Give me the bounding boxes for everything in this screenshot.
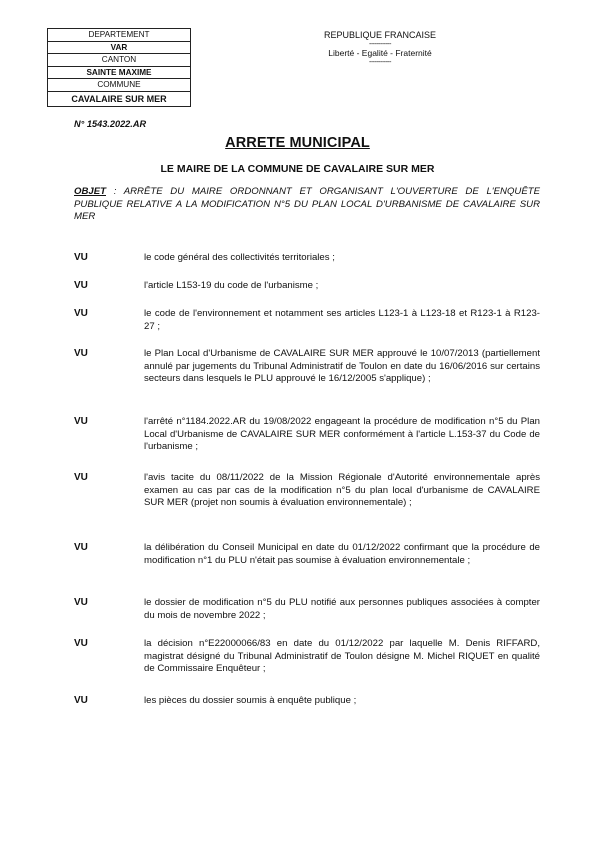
departement-label: DEPARTEMENT [48,29,190,42]
canton-value: SAINTE MAXIME [48,67,190,80]
vu-keyword: VU [74,597,88,608]
administrative-header-box [47,28,191,107]
republic-header [300,30,460,66]
vu-keyword: VU [74,472,88,483]
republic-separator-top: ------------ [369,41,391,48]
vu-keyword: VU [74,280,88,291]
republic-separator-bottom: ------------ [369,59,391,66]
vu-keyword: VU [74,308,88,319]
vu-text: le code général des collectivités territoriales ; [144,252,335,263]
objet-label: OBJET [74,186,106,197]
republic-name: REPUBLIQUE FRANCAISE [323,30,437,40]
objet-text: : ARRÊTE DU MAIRE ORDONNANT ET ORGANISANT L'OUVERTURE DE L'ENQUÊTE PUBLIQUE RELATIVE A LA MODIFICATION N°5 DU PLAN LOCAL D'URBANISME DE CAVALAIRE SUR MER [74,186,540,222]
vu-keyword: VU [74,542,88,553]
vu-text: la délibération du Conseil Municipal en date du 01/12/2022 confirmant que la procédure de modification n°1 du PLU n'était pas soumise à évaluation environnementale ; [144,542,540,566]
canton-label: CANTON [48,54,190,67]
commune-label: COMMUNE [48,79,190,92]
vu-text: les pièces du dossier soumis à enquête publique ; [144,695,357,706]
vu-text: le code de l'environnement et notamment ses articles L123-1 à L123-18 et R123-1 à R123-27 ; [144,308,540,332]
objet-paragraph [74,186,540,224]
commune-value: CAVALAIRE SUR MER [71,93,167,104]
document-title: ARRETE MUNICIPAL [225,135,370,151]
republic-motto: Liberté - Egalité - Fraternité [328,48,432,58]
vu-keyword: VU [74,416,88,427]
arrete-number: N° 1543.2022.AR [74,119,147,129]
departement-value: VAR [48,42,190,55]
vu-keyword: VU [74,252,88,263]
mayor-heading: LE MAIRE DE LA COMMUNE DE CAVALAIRE SUR MER [160,163,435,175]
vu-keyword: VU [74,348,88,359]
vu-text: l'article L153-19 du code de l'urbanisme ; [144,280,319,291]
vu-keyword: VU [74,695,88,706]
vu-text: la décision n°E22000066/83 en date du 01/12/2022 par laquelle M. Denis RIFFARD, magistrat désigné du Tribunal Administratif de Toulon désigne M. Michel RIQUET en qualité de Commissaire Enquêteur ; [144,638,540,674]
vu-keyword: VU [74,638,88,649]
vu-text: le Plan Local d'Urbanisme de CAVALAIRE SUR MER approuvé le 10/07/2013 (partiellement annulé par jugements du Tribunal Administratif de Toulon en date du 16/06/2016 sur certains secteurs dans lesquels le PLU approuvé le 16/12/2005 s'applique) ; [144,348,540,384]
vu-text: l'arrêté n°1184.2022.AR du 19/08/2022 engageant la procédure de modification n°5 du Plan Local d'Urbanisme de CAVALAIRE SUR MER conformément à l'article L.153-37 du Code de l'urbanisme ; [144,416,540,452]
vu-text: le dossier de modification n°5 du PLU notifié aux personnes publiques associées à compter du mois de novembre 2022 ; [144,597,540,621]
vu-text: l'avis tacite du 08/11/2022 de la Mission Régionale d'Autorité environnementale après examen au cas par cas de la modification n°5 du plan local d'urbanisme de CAVALAIRE SUR MER (projet non soumis à évaluation environnementale) ; [144,472,540,508]
